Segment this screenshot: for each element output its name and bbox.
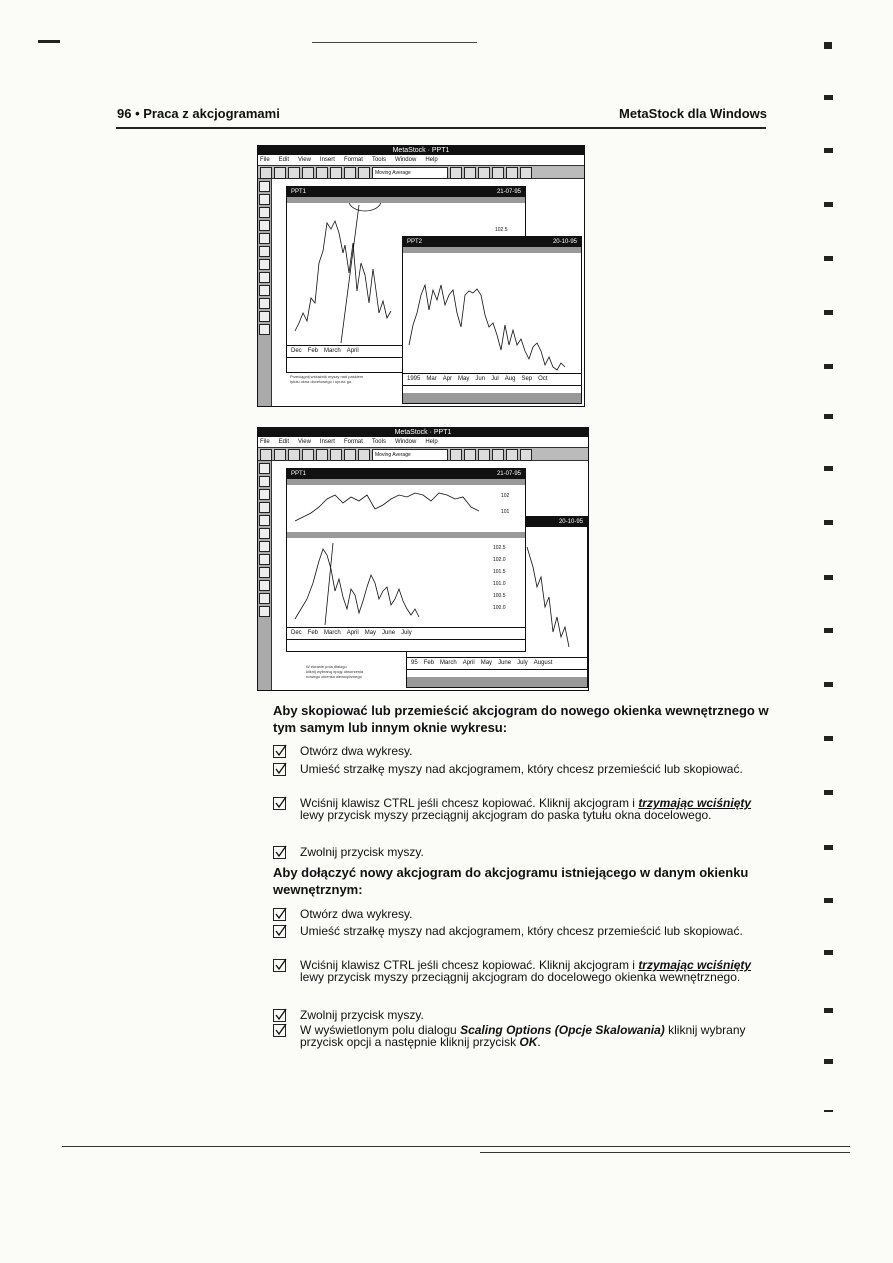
- text-tool-icon[interactable]: [259, 207, 270, 218]
- chart-window-title: PPT2: [407, 239, 423, 245]
- checkbox-icon: [273, 959, 286, 972]
- margin-mark: [824, 148, 833, 153]
- drag-line: [341, 205, 359, 343]
- menu-format[interactable]: Format: [343, 439, 363, 445]
- text-run: W wyświetlonym polu dialogu: [300, 1023, 461, 1037]
- speed-line-icon[interactable]: [259, 285, 270, 296]
- price-line: [409, 285, 565, 370]
- app-menubar: [258, 155, 584, 165]
- drawing-toolbar: [258, 179, 272, 406]
- app-menubar: [258, 437, 588, 447]
- line-icon[interactable]: [492, 167, 504, 179]
- x-tick-label: Jun: [475, 376, 486, 382]
- paste-icon[interactable]: [344, 167, 356, 179]
- checkbox-icon: [273, 908, 286, 921]
- x-tick-label: April: [346, 630, 359, 636]
- list-item: [273, 763, 773, 791]
- x-tick-label: Apr: [442, 376, 453, 382]
- screenshot-caption: [306, 664, 401, 679]
- trendline-icon[interactable]: [259, 194, 270, 205]
- text-run: lewy przycisk myszy przeciągnij akcjogram do paska tytułu okna docelowego.: [300, 808, 712, 822]
- checkbox-icon: [273, 797, 286, 810]
- trendline-icon[interactable]: [259, 476, 270, 487]
- margin-mark: [824, 310, 833, 315]
- list-item: [273, 1024, 773, 1052]
- indicator-dropdown[interactable]: Moving Average: [372, 167, 448, 179]
- x-tick-label: April: [462, 660, 475, 666]
- x-tick-label: Jul: [491, 376, 499, 382]
- list-item-text: Otwórz dwa wykresy.: [300, 907, 413, 921]
- open-icon[interactable]: [274, 449, 286, 461]
- apply-icon[interactable]: [450, 449, 462, 461]
- line-icon[interactable]: [492, 449, 504, 461]
- emphasis-text: trzymając wciśnięty: [638, 796, 752, 810]
- print-icon[interactable]: [302, 449, 314, 461]
- x-tick-label: March: [324, 630, 341, 636]
- x-tick-label: August: [533, 660, 553, 666]
- x-tick-label: 95: [411, 660, 418, 666]
- bars-icon[interactable]: [478, 449, 490, 461]
- upper-pane-chart: [287, 485, 525, 531]
- indicator-dropdown[interactable]: Moving Average: [372, 449, 448, 461]
- new-icon[interactable]: [260, 449, 272, 461]
- section-heading-append: Aby dołączyć nowy akcjogram do akcjogramu istniejącego w danym okienku wewnętrznym:: [273, 865, 749, 897]
- drag-highlight: [349, 203, 381, 211]
- buy-arrow-icon[interactable]: [259, 311, 270, 322]
- x-tick-label: June: [382, 630, 396, 636]
- window-scrollbar[interactable]: [403, 393, 581, 403]
- sell-arrow-icon[interactable]: [259, 606, 270, 617]
- indicator-line: [295, 493, 479, 521]
- x-tick-label: July: [517, 660, 528, 666]
- caption-line: tytułu okna docelowego i upuść go.: [290, 379, 353, 384]
- checkbox-icon: [273, 745, 286, 758]
- chart-window-titlebar[interactable]: [287, 187, 525, 197]
- grid-icon[interactable]: [506, 449, 518, 461]
- help-icon[interactable]: [520, 449, 532, 461]
- emphasis-text: OK: [519, 1035, 538, 1049]
- chart-window-titlebar[interactable]: [287, 469, 525, 479]
- list-item-text: Umieść strzałkę myszy nad akcjogramem, który chcesz przemieścić lub skopiować.: [300, 762, 743, 776]
- chart-window-titlebar[interactable]: [403, 237, 581, 247]
- margin-mark: [824, 466, 833, 471]
- andrews-icon[interactable]: [259, 580, 270, 591]
- menu-file[interactable]: File: [260, 157, 270, 163]
- gann-icon[interactable]: [259, 528, 270, 539]
- checkbox-icon: [273, 1024, 286, 1037]
- screenshot-caption: [290, 374, 400, 384]
- paste-icon[interactable]: [344, 449, 356, 461]
- fibonacci-icon[interactable]: [259, 220, 270, 231]
- caption-line: nowego okienka wewnętrznego: [306, 674, 362, 679]
- chart-window-title: PPT1: [291, 471, 307, 477]
- margin-mark: [824, 364, 833, 369]
- price-line: [527, 547, 569, 647]
- menu-edit[interactable]: Edit: [278, 157, 290, 163]
- y-tick-label: 102.0: [493, 557, 506, 563]
- chart-window-date: 21-07-95: [496, 471, 521, 477]
- buy-arrow-icon[interactable]: [259, 593, 270, 604]
- margin-mark: [824, 1008, 833, 1013]
- regression-icon[interactable]: [259, 554, 270, 565]
- margin-mark: [824, 736, 833, 741]
- x-tick-label: Sep: [521, 376, 533, 382]
- margin-mark: [824, 1059, 833, 1064]
- margin-mark: [824, 202, 833, 207]
- menu-file[interactable]: File: [260, 439, 270, 445]
- speed-line-icon[interactable]: [259, 567, 270, 578]
- pointer-icon[interactable]: [259, 463, 270, 474]
- y-tick-label: 101.5: [493, 569, 506, 575]
- list-item: [273, 846, 773, 860]
- menu-edit[interactable]: Edit: [278, 439, 290, 445]
- pane-separator[interactable]: [287, 532, 525, 538]
- checkbox-icon: [273, 925, 286, 938]
- price-chart: [403, 255, 581, 375]
- cycle-icon[interactable]: [259, 233, 270, 244]
- margin-mark: [824, 414, 833, 419]
- margin-mark: [824, 95, 833, 100]
- help-icon[interactable]: [520, 167, 532, 179]
- menu-window[interactable]: Window: [394, 157, 417, 163]
- x-tick-label: Aug: [504, 376, 516, 382]
- sell-arrow-icon[interactable]: [259, 324, 270, 335]
- text-run: .: [537, 1035, 541, 1049]
- y-tick-label: 102.5: [493, 545, 506, 551]
- price-line: [295, 549, 419, 619]
- gann-icon[interactable]: [259, 246, 270, 257]
- bottom-rule: [62, 1146, 850, 1147]
- chart-window-date: 21-07-95: [496, 189, 521, 195]
- margin-mark: [824, 628, 833, 633]
- app-toolbar: [258, 447, 588, 461]
- x-axis: [287, 627, 525, 640]
- list-item: [273, 745, 773, 759]
- y-tick-label: 102.5: [495, 227, 508, 233]
- text-run: Wciśnij klawisz CTRL jeśli chcesz kopiować. Kliknij akcjogram i: [300, 796, 639, 810]
- caption-line: kliknij wybraną opcję utworzenia: [306, 669, 364, 674]
- menu-view[interactable]: View: [298, 157, 311, 163]
- list-item: [273, 797, 773, 839]
- price-line: [295, 221, 391, 331]
- emphasis-text: trzymając wciśnięty: [638, 958, 752, 972]
- app-titlebar: MetaStock · PPT1: [258, 428, 588, 437]
- list-item-text: Umieść strzałkę myszy nad akcjogramem, który chcesz przemieścić lub skopiować.: [300, 924, 743, 938]
- bottom-rule: [480, 1152, 850, 1153]
- caption-line: Przeciągnij wskaźnik myszy nad paskiem: [290, 374, 364, 379]
- cycle-icon[interactable]: [259, 515, 270, 526]
- inner-window-strip: [403, 247, 581, 253]
- chart-window-date: 20-10-95: [552, 239, 577, 245]
- running-header-left: 96 • Praca z akcjogramami: [117, 106, 280, 121]
- margin-mark: [824, 42, 832, 49]
- list-item: [273, 925, 773, 953]
- margin-mark: [824, 950, 833, 955]
- cut-icon[interactable]: [316, 449, 328, 461]
- margin-mark: [824, 1110, 833, 1112]
- x-tick-label: May: [364, 630, 377, 636]
- x-tick-label: July: [401, 630, 412, 636]
- x-axis: [403, 373, 581, 386]
- header-rule: [116, 127, 766, 129]
- x-tick-label: Feb: [307, 630, 319, 636]
- chart-window-title: PPT1: [291, 189, 307, 195]
- list-item-text: Otwórz dwa wykresy.: [300, 744, 413, 758]
- caption-line: W ekranie pola dialogu: [306, 664, 347, 669]
- y-tick-label: 102: [501, 493, 510, 499]
- list-item: [273, 908, 773, 922]
- list-item: [273, 1009, 773, 1023]
- list-item-text: [300, 797, 773, 821]
- checkbox-icon: [273, 763, 286, 776]
- regression-icon[interactable]: [259, 272, 270, 283]
- text-run: lewy przycisk myszy przeciągnij akcjogram do docelowego okienka wewnętrznego.: [300, 970, 741, 984]
- x-tick-label: Feb: [307, 348, 319, 354]
- print-icon[interactable]: [302, 167, 314, 179]
- menu-view[interactable]: View: [298, 439, 311, 445]
- y-tick-label: 100.0: [493, 605, 506, 611]
- y-tick-label: 100.5: [493, 593, 506, 599]
- save-icon[interactable]: [288, 167, 300, 179]
- top-rule: [312, 42, 477, 43]
- list-item-text: Zwolnij przycisk myszy.: [300, 1008, 424, 1022]
- margin-mark: [824, 845, 833, 850]
- chart-icon[interactable]: [464, 167, 476, 179]
- x-axis: [407, 657, 587, 670]
- margin-mark: [824, 520, 833, 525]
- x-tick-label: Dec: [291, 630, 302, 636]
- grid-icon[interactable]: [506, 167, 518, 179]
- drag-line: [325, 543, 333, 625]
- menu-format[interactable]: Format: [343, 157, 363, 163]
- fibonacci-icon[interactable]: [259, 502, 270, 513]
- menu-help[interactable]: Help: [425, 439, 438, 445]
- x-tick-label: April: [346, 348, 359, 354]
- margin-mark: [824, 256, 833, 261]
- checkbox-icon: [273, 1009, 286, 1022]
- text-run: Wciśnij klawisz CTRL jeśli chcesz kopiować. Kliknij akcjogram i: [300, 958, 639, 972]
- copy-icon[interactable]: [330, 449, 342, 461]
- x-tick-label: March: [324, 348, 341, 354]
- drawing-toolbar: [258, 461, 272, 690]
- menu-insert[interactable]: Insert: [319, 157, 335, 163]
- section-heading-copy: Aby skopiować lub przemieścić akcjogram do nowego okienka wewnętrznego w tym samym lub innym oknie wykresu:: [273, 703, 769, 735]
- emphasis-text: Scaling Options (Opcje Skalowania): [460, 1023, 665, 1037]
- x-tick-label: May: [480, 660, 493, 666]
- save-icon[interactable]: [288, 449, 300, 461]
- text-run: kliknij wybrany przycisk opcji a następnie kliknij przycisk: [300, 1023, 746, 1049]
- zoom-icon[interactable]: [358, 167, 370, 179]
- menu-help[interactable]: Help: [425, 157, 438, 163]
- x-tick-label: Mar: [426, 376, 437, 382]
- chart-window-ppt1[interactable]: [286, 468, 526, 652]
- menu-insert[interactable]: Insert: [319, 439, 335, 445]
- screenshot-copy-chart: [257, 145, 585, 407]
- channel-icon[interactable]: [259, 541, 270, 552]
- running-header-right: MetaStock dla Windows: [619, 106, 767, 121]
- corner-mark: [38, 40, 60, 43]
- copy-icon[interactable]: [330, 167, 342, 179]
- y-tick-label: 101.0: [493, 581, 506, 587]
- checkbox-icon: [273, 846, 286, 859]
- chart-window-ppt2[interactable]: [402, 236, 582, 404]
- channel-icon[interactable]: [259, 259, 270, 270]
- x-tick-label: March: [440, 660, 457, 666]
- zoom-icon[interactable]: [358, 449, 370, 461]
- margin-mark: [824, 898, 833, 903]
- x-tick-label: May: [458, 376, 470, 382]
- bars-icon[interactable]: [478, 167, 490, 179]
- list-item-text: [300, 1024, 773, 1048]
- y-tick-label: 101: [501, 509, 510, 515]
- text-tool-icon[interactable]: [259, 489, 270, 500]
- pointer-icon[interactable]: [259, 181, 270, 192]
- app-titlebar: MetaStock · PPT1: [258, 146, 584, 155]
- lower-pane-chart: [287, 539, 525, 629]
- list-item: [273, 959, 773, 1001]
- x-tick-label: 1995: [407, 376, 421, 382]
- apply-icon[interactable]: [450, 167, 462, 179]
- menu-tools[interactable]: Tools: [371, 439, 386, 445]
- open-icon[interactable]: [274, 167, 286, 179]
- list-item-text: Zwolnij przycisk myszy.: [300, 845, 424, 859]
- window-scrollbar[interactable]: [407, 677, 587, 687]
- x-tick-label: Dec: [291, 348, 302, 354]
- chart-icon[interactable]: [464, 449, 476, 461]
- margin-mark: [824, 575, 833, 580]
- margin-mark: [824, 790, 833, 795]
- menu-tools[interactable]: Tools: [371, 157, 386, 163]
- margin-mark: [824, 682, 833, 687]
- chart-window-date: 20-10-95: [558, 519, 583, 525]
- x-tick-label: Feb: [423, 660, 435, 666]
- app-toolbar: [258, 165, 584, 179]
- andrews-icon[interactable]: [259, 298, 270, 309]
- screenshot-append-chart: [257, 427, 589, 691]
- cut-icon[interactable]: [316, 167, 328, 179]
- x-tick-label: Oct: [538, 376, 548, 382]
- list-item-text: [300, 959, 773, 983]
- new-icon[interactable]: [260, 167, 272, 179]
- x-tick-label: June: [498, 660, 512, 666]
- menu-window[interactable]: Window: [394, 439, 417, 445]
